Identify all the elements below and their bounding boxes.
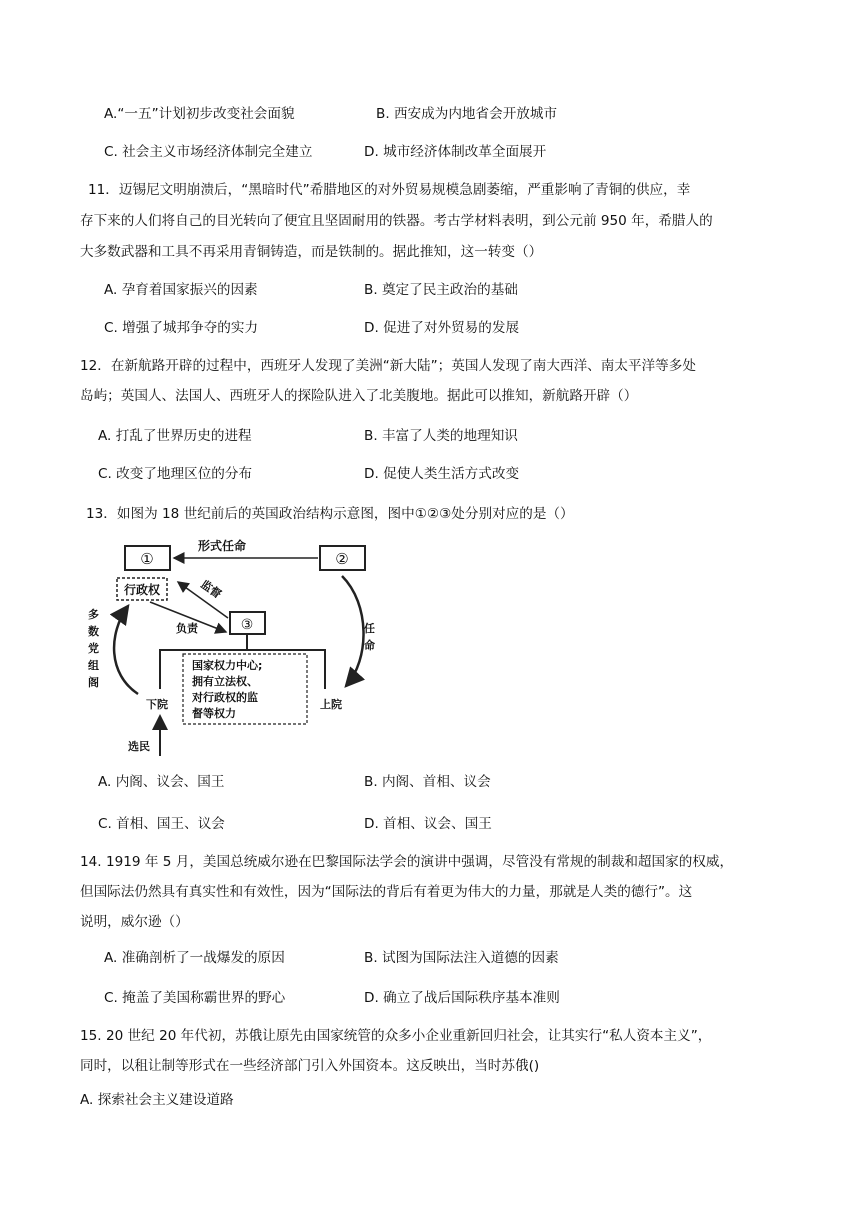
q11-stem-line-2: 存下来的人们将自己的目光转向了便宜且坚固耐用的铁器。考古学材料表明，到公元前 950 年，希腊人的 (80, 213, 713, 229)
q11-stem-line-3: 大多数武器和工具不再采用青铜铸造，而是铁制的。据此推知，这一转变（） (80, 244, 543, 260)
q11-option-a: A. 孕育着国家振兴的因素 (104, 282, 258, 298)
q11-option-d: D. 促进了对外贸易的发展 (364, 320, 520, 336)
multiparty-curve-arrow (114, 606, 138, 694)
box-2-label: ② (335, 550, 349, 568)
formal-appoint-label: 形式任命 (198, 539, 247, 553)
appoint-char-2: 命 (364, 639, 375, 652)
multiparty-char-3: 党 (88, 642, 99, 655)
center-line-4: 督等权力 (192, 707, 236, 720)
q11-option-b: B. 奠定了民主政治的基础 (364, 282, 518, 298)
multiparty-char-4: 组 (88, 659, 99, 672)
q12-option-b: B. 丰富了人类的地理知识 (364, 428, 518, 444)
q11-option-c: C. 增强了城邦争夺的实力 (104, 320, 259, 336)
q14-stem-line-3: 说明，威尔逊（） (80, 914, 189, 930)
executive-label: 行政权 (123, 583, 161, 597)
q14-option-c: C. 掩盖了美国称霸世界的野心 (104, 990, 286, 1006)
q10-option-c: C. 社会主义市场经济体制完全建立 (104, 144, 313, 160)
supervise-label: 监督 (198, 577, 224, 602)
upper-house-label: 上院 (320, 698, 342, 711)
center-line-3: 对行政权的监 (192, 691, 258, 704)
appoint-curve-arrow (342, 576, 364, 686)
multiparty-char-2: 数 (88, 625, 99, 638)
q14-option-a: A. 准确剖析了一战爆发的原因 (104, 950, 285, 966)
q15-stem-line-2: 同时，以租让制等形式在一些经济部门引入外国资本。这反映出，当时苏俄() (80, 1058, 540, 1074)
appoint-char-1: 任 (364, 622, 375, 635)
box-1-label: ① (140, 550, 154, 568)
responsible-label: 负责 (176, 622, 198, 635)
q11-stem-line-1: 11．迈锡尼文明崩溃后，“黑暗时代”希腊地区的对外贸易规模急剧萎缩，严重影响了青铜的供应，幸 (88, 182, 691, 198)
q14-stem-line-2: 但国际法仍然具有真实性和有效性，因为“国际法的背后有着更为伟大的力量，那就是人类的德行”。这 (80, 884, 693, 900)
lower-house-label: 下院 (146, 698, 168, 711)
elect-label: 选民 (128, 740, 150, 753)
multiparty-char-5: 阁 (88, 676, 99, 689)
q13-option-b: B. 内阁、首相、议会 (364, 774, 491, 790)
q12-option-d: D. 促使人类生活方式改变 (364, 466, 520, 482)
q10-option-a: A.“一五”计划初步改变社会面貌 (104, 106, 295, 122)
q13-stem-line-1: 13．如图为 18 世纪前后的英国政治结构示意图，图中①②③处分别对应的是（） (86, 506, 574, 522)
q10-option-d: D. 城市经济体制改革全面展开 (364, 144, 547, 160)
q13-option-a: A. 内阁、议会、国王 (98, 774, 225, 790)
q14-option-b: B. 试图为国际法注入道德的因素 (364, 950, 559, 966)
q13-option-c: C. 首相、国王、议会 (98, 816, 225, 832)
q12-option-a: A. 打乱了世界历史的进程 (98, 428, 252, 444)
q12-stem-line-2: 岛屿；英国人、法国人、西班牙人的探险队进入了北美腹地。据此可以推知，新航路开辟（） (80, 388, 638, 404)
q10-option-b: B. 西安成为内地省会开放城市 (376, 106, 558, 122)
q12-option-c: C. 改变了地理区位的分布 (98, 466, 253, 482)
center-line-1: 国家权力中心; (192, 659, 263, 672)
q12-stem-line-1: 12．在新航路开辟的过程中，西班牙人发现了美洲“新大陆”；英国人发现了南大西洋、南太平洋等多处 (80, 358, 696, 374)
q15-option-a: A. 探索社会主义建设道路 (80, 1092, 234, 1108)
q15-stem-line-1: 15. 20 世纪 20 年代初，苏俄让原先由国家统管的众多小企业重新回归社会，让其实行“私人资本主义”， (80, 1028, 712, 1044)
center-line-2: 拥有立法权、 (192, 675, 258, 688)
q14-option-d: D. 确立了战后国际秩序基本准则 (364, 990, 560, 1006)
multiparty-char-1: 多 (88, 608, 99, 621)
q14-stem-line-1: 14. 1919 年 5 月，美国总统威尔逊在巴黎国际法学会的演讲中强调，尽管没有常规的制裁和超国家的权威， (80, 854, 734, 870)
q13-option-d: D. 首相、议会、国王 (364, 816, 492, 832)
politics-structure-diagram (80, 534, 380, 764)
box-3-label: ③ (240, 617, 254, 633)
